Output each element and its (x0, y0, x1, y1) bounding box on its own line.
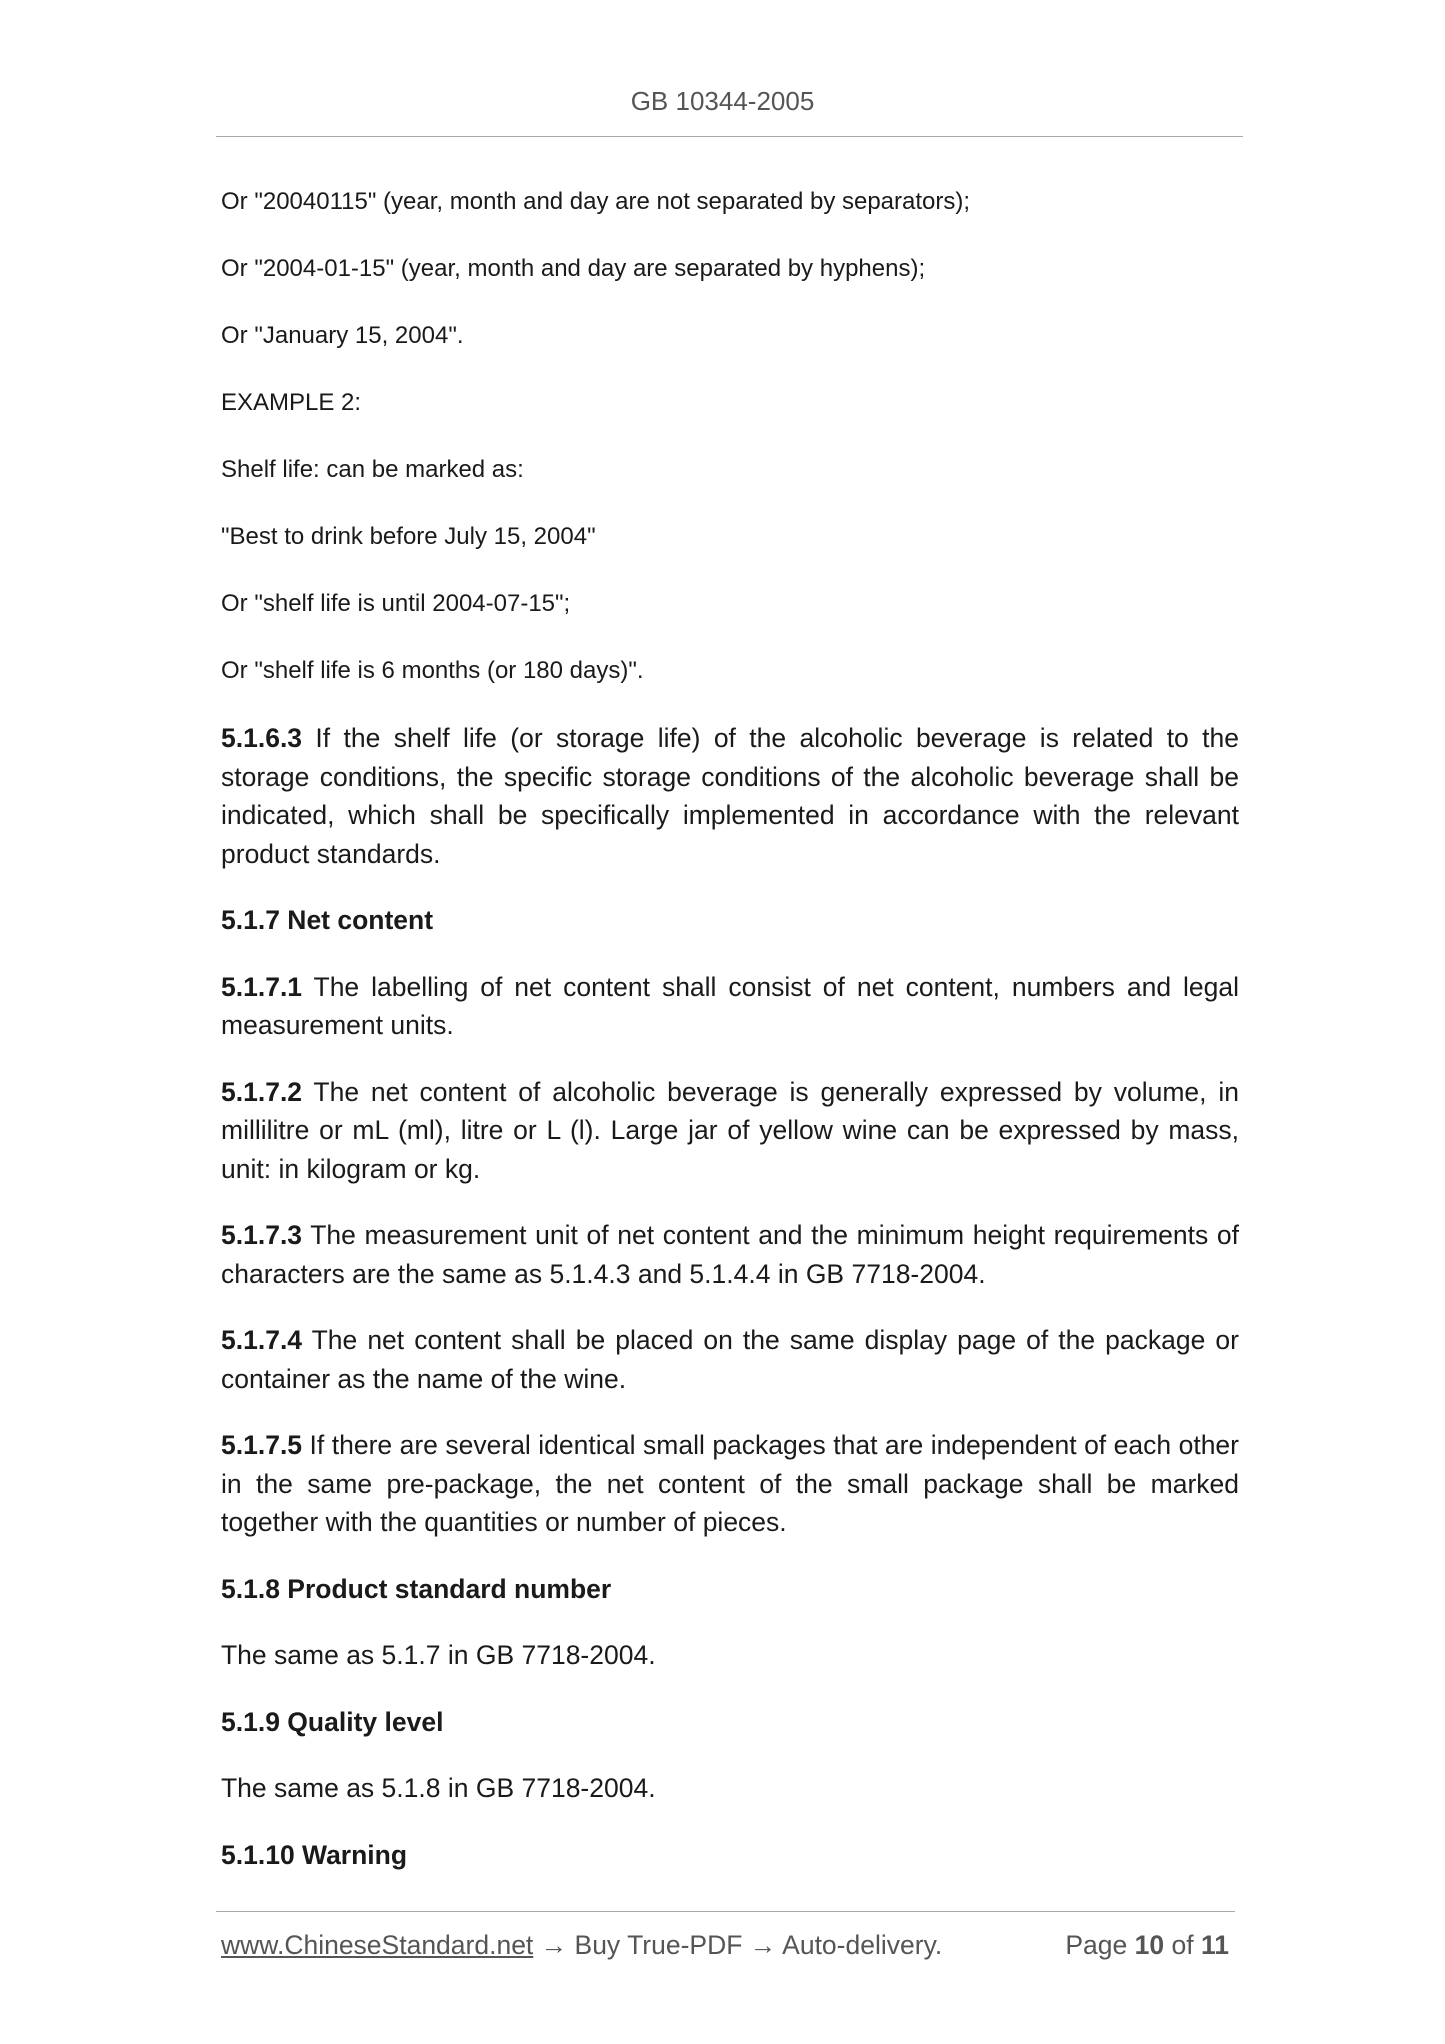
example-line: Or "shelf life is 6 months (or 180 days)". (221, 657, 644, 684)
example-line: Or "20040115" (year, month and day are not separated by separators); (221, 188, 971, 215)
clause-5-1-8-text: The same as 5.1.7 in GB 7718-2004. (221, 1640, 656, 1670)
document-header-title: GB 10344-2005 (630, 86, 815, 116)
section-heading-5-1-9: 5.1.9 Quality level (221, 1706, 444, 1737)
clause-5-1-7-4 (221, 1321, 1239, 1398)
clause-5-1-7-5 (221, 1426, 1239, 1542)
clause-text: If the shelf life (or storage life) of the alcoholic beverage is related to the storage conditions, the specific storage conditions of the alcoholic beverage shall be indicated, which shall be specifically implemented in accordance with the relevant product standards. (221, 723, 1239, 869)
header-divider (216, 136, 1243, 137)
clause-text: The labelling of net content shall consist of net content, numbers and legal measurement units. (221, 971, 1239, 1040)
clause-5-1-7-2 (221, 1073, 1239, 1189)
example-label: EXAMPLE 2: (221, 389, 362, 416)
clause-5-1-9-text: The same as 5.1.8 in GB 7718-2004. (221, 1773, 656, 1803)
section-heading-5-1-10: 5.1.10 Warning (221, 1839, 408, 1870)
clause-number: 5.1.7.3 (221, 1220, 303, 1250)
total-page-count: 11 (1200, 1930, 1229, 1960)
of-label: of (1171, 1930, 1194, 1960)
example-line: Or "January 15, 2004". (221, 322, 464, 349)
clause-number: 5.1.7.5 (221, 1430, 303, 1460)
footer-tagline: → Buy True-PDF → Auto-delivery. (533, 1930, 943, 1960)
clause-text: The net content shall be placed on the same display page of the package or container as the name of the wine. (221, 1325, 1239, 1394)
clause-number: 5.1.7.2 (221, 1076, 303, 1107)
current-page-number: 10 (1134, 1930, 1165, 1960)
footer-divider (216, 1911, 1235, 1912)
section-heading-5-1-7: 5.1.7 Net content (221, 905, 434, 935)
clause-text: The net content of alcoholic beverage is generally expressed by volume, in millilitre or mL (ml), litre or L (l). Large jar of yellow wine can be expressed by mass, unit: in kilogram or kg. (221, 1076, 1239, 1184)
example-line: Or "2004-01-15" (year, month and day are separated by hyphens); (221, 255, 926, 282)
clause-number: 5.1.7.4 (221, 1325, 303, 1355)
example-line: "Best to drink before July 15, 2004" (221, 523, 596, 550)
section-heading-5-1-8: 5.1.8 Product standard number (221, 1573, 612, 1604)
example-line: Or "shelf life is until 2004-07-15"; (221, 590, 571, 617)
clause-number: 5.1.7.1 (221, 971, 303, 1002)
clause-5-1-7-1 (221, 968, 1239, 1045)
clause-number: 5.1.6.3 (221, 723, 303, 753)
example-line: Shelf life: can be marked as: (221, 456, 524, 483)
clause-text: The measurement unit of net content and the minimum height requirements of characters are the same as 5.1.4.3 and 5.1.4.4 in GB 7718-2004. (221, 1220, 1239, 1289)
clause-5-1-7-3 (221, 1216, 1239, 1293)
page-label: Page (1065, 1930, 1128, 1960)
clause-text: If there are several identical small packages that are independent of each other in the same pre-package, the net content of the small package shall be marked together with the quantities or number of pieces. (221, 1430, 1239, 1537)
clause-5-1-6-3 (221, 719, 1239, 873)
website-link[interactable]: www.ChineseStandard.net (221, 1930, 534, 1960)
footer-promo (221, 1930, 942, 1961)
document-body (221, 183, 1239, 1902)
page-indicator (1065, 1930, 1229, 1961)
